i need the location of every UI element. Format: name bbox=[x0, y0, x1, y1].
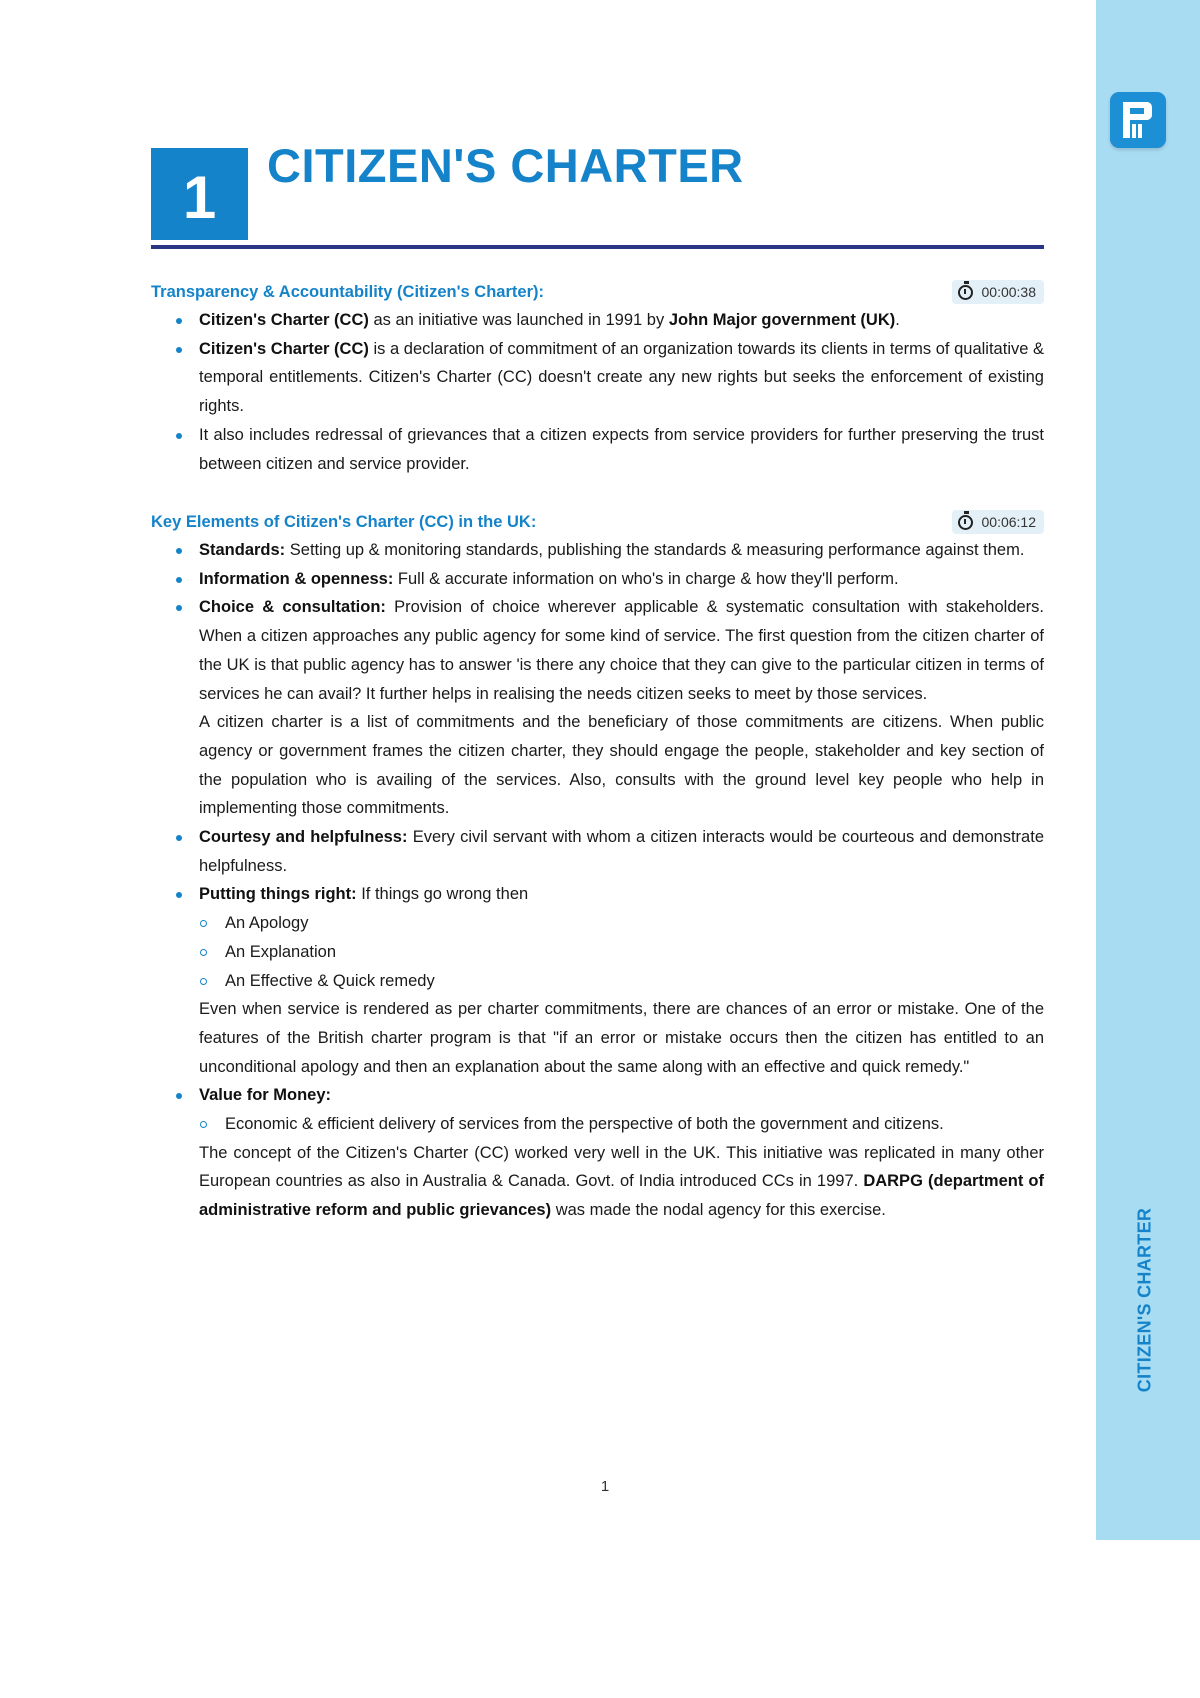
item-text: Setting up & monitoring standards, publishing the standards & measuring performance against them. bbox=[285, 541, 1025, 559]
item-text: Provision of choice wherever applicable & systematic consultation with stakeholders. When a citizen approaches any public agency for some kind of service. The first question from the citizen charter of the UK is that public agency has to answer 'is there any choice that they can give to the particular citizen in terms of services he can avail? It further helps in realising the needs citizen seeks to meet by those services. bbox=[199, 598, 1045, 703]
section-transparency bbox=[151, 278, 1044, 478]
page-number: 1 bbox=[600, 1478, 610, 1495]
section-key-elements bbox=[151, 508, 1044, 1225]
bold-term: DARPG (department of administrative reform and public grievances) bbox=[199, 1172, 1044, 1220]
list-item bbox=[151, 335, 1044, 421]
item-text: . bbox=[895, 311, 900, 329]
paragraph: A citizen charter is a list of commitments and the beneficiary of those commitments are citizens. When public agency or government frames the citizen charter, they should engage the people, stakeholder and key section of the population who is availing of the services. Also, consults with the ground level key people who help in implementing those commitments. bbox=[199, 713, 1044, 818]
sub-list-item: An Effective & Quick remedy bbox=[151, 967, 1044, 996]
list-item bbox=[151, 1081, 1044, 1110]
bold-term: Choice & consultation: bbox=[199, 598, 386, 617]
bold-term: Putting things right: bbox=[199, 885, 357, 904]
chapter-number: 1 bbox=[151, 148, 248, 240]
bullet-list bbox=[151, 1081, 1044, 1110]
item-text: is a declaration of commitment of an organization towards its clients in terms of qualitative & temporal entitlements. Citizen's Charter (CC) doesn't create any new rights but seeks the enforcement of existing rights. bbox=[199, 339, 1045, 416]
paragraph: Even when service is rendered as per charter commitments, there are chances of an error or mistake. One of the features of the British charter program is that "if an error or mistake occurs then the citizen has entitled to an unconditional apology and then an explanation about the same along with an effective and quick remedy." bbox=[199, 1000, 1044, 1076]
bold-term: Citizen's Charter (CC) bbox=[199, 311, 369, 329]
stopwatch-icon bbox=[958, 515, 973, 530]
bold-term: Citizen's Charter (CC) bbox=[199, 339, 369, 358]
item-text: Full & accurate information on who's in charge & how they'll perform. bbox=[393, 569, 899, 588]
item-text: was made the nodal agency for this exercise. bbox=[551, 1201, 886, 1220]
sub-list-item: Economic & efficient delivery of services from the perspective of both the government and citizens. bbox=[151, 1110, 1044, 1139]
item-text: If things go wrong then bbox=[356, 885, 529, 904]
list-item bbox=[151, 823, 1044, 880]
stopwatch-icon bbox=[958, 285, 973, 300]
bold-term: Courtesy and helpfulness: bbox=[199, 828, 408, 847]
bold-term: Standards: bbox=[199, 541, 286, 559]
publisher-logo-icon bbox=[1110, 92, 1166, 148]
list-item bbox=[151, 306, 1044, 335]
section-title: Transparency & Accountability (Citizen's Charter): bbox=[151, 283, 544, 301]
bold-term: John Major government (UK) bbox=[668, 311, 896, 329]
list-item bbox=[151, 536, 1044, 565]
section-title: Key Elements of Citizen's Charter (CC) in the UK: bbox=[151, 513, 537, 531]
item-text: Every civil servant with whom a citizen interacts would be courteous and demonstrate helpfulness. bbox=[199, 828, 1044, 875]
list-item bbox=[151, 565, 1044, 594]
list-item bbox=[151, 593, 1044, 708]
sub-list-item: An Explanation bbox=[151, 938, 1044, 967]
item-text: The concept of the Citizen's Charter (CC) worked very well in the UK. This initiative was replicated in many other European countries as also in Australia & Canada. Govt. of India introduced CCs in 1997. bbox=[199, 1143, 1044, 1191]
timestamp-text: 00:06:12 bbox=[981, 514, 1036, 530]
list-item bbox=[151, 421, 1044, 478]
video-timestamp[interactable] bbox=[952, 510, 1045, 534]
bullet-list bbox=[151, 536, 1044, 708]
section-header bbox=[151, 508, 1044, 536]
paragraph bbox=[151, 1139, 1044, 1225]
list-item bbox=[151, 880, 1044, 909]
bullet-list bbox=[151, 306, 1044, 478]
side-chapter-label: CITIZEN'S CHARTER bbox=[1134, 1207, 1155, 1393]
sub-list-item: An Apology bbox=[151, 909, 1044, 938]
bold-term: Value for Money: bbox=[199, 1086, 332, 1105]
item-text: as an initiative was launched in 1991 by bbox=[368, 311, 669, 329]
chapter-title: CITIZEN'S CHARTER bbox=[267, 139, 744, 192]
bold-term: Information & openness: bbox=[199, 569, 394, 588]
title-rule bbox=[151, 245, 1044, 249]
section-header bbox=[151, 278, 1044, 306]
bullet-list bbox=[151, 823, 1044, 909]
item-text: It also includes redressal of grievances that a citizen expects from service providers for further preserving the trust between citizen and service provider. bbox=[199, 425, 1044, 473]
video-timestamp[interactable] bbox=[952, 280, 1045, 304]
timestamp-text: 00:00:38 bbox=[981, 284, 1036, 300]
